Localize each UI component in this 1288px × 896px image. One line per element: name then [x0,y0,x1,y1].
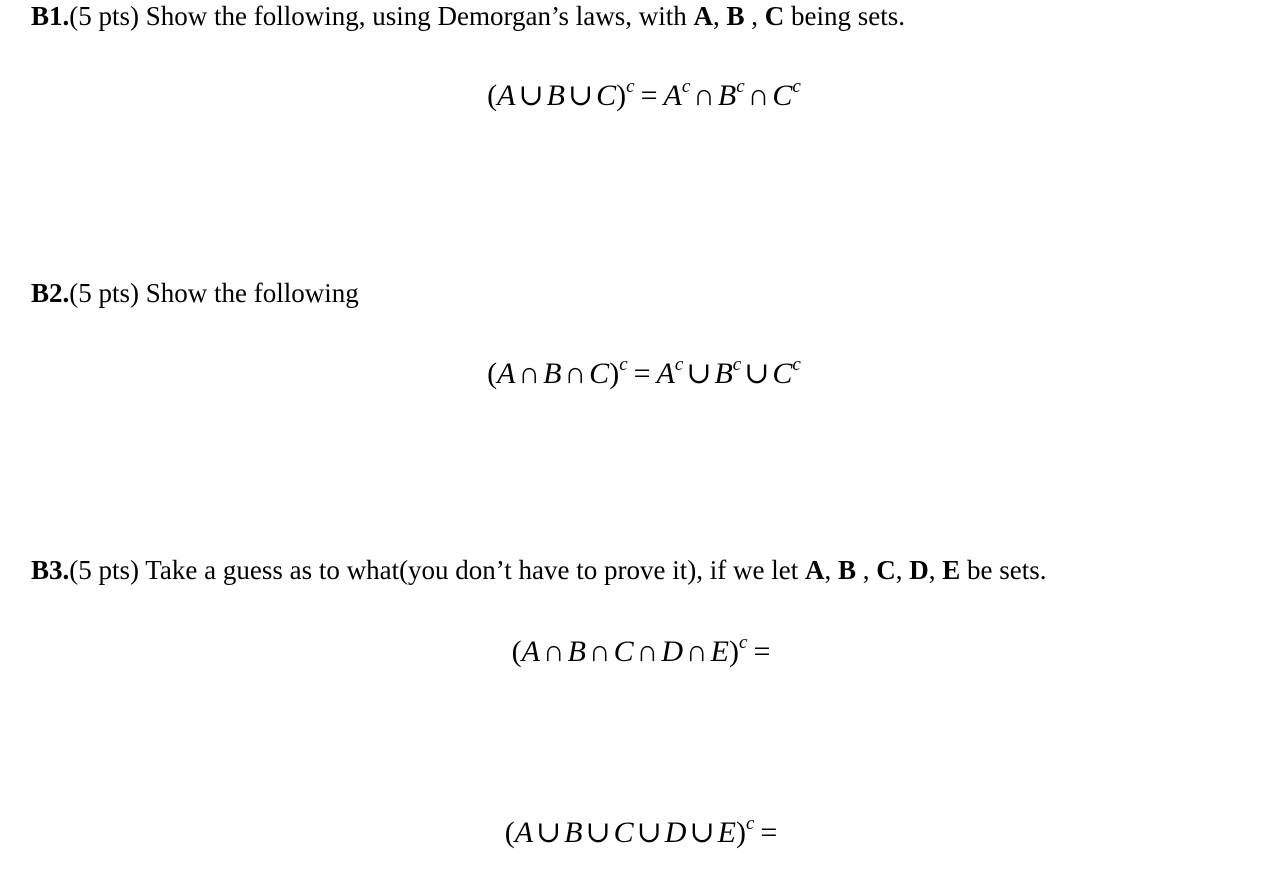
problem-b2-statement [31,277,359,309]
set-name: A [804,555,825,585]
problem-label: B3. [31,555,70,585]
set-name: C [764,1,785,31]
equation-b1 [0,78,1288,114]
equation-b3-intersection [0,634,1288,670]
equation-expression: (A ∩ B ∩ $C)^c = A^c$ ∪ $B^c$ ∪ $C^c$ [487,354,801,390]
equation-expression: (A ∪ B ∪ C ∪ D ∪ E)$^c$ = [504,813,778,849]
problem-text: Show the following, using Demorgan’s laws, with [145,1,687,31]
problem-text-end: be sets. [967,555,1047,585]
problem-points: (5 pts) [69,278,140,308]
problem-b3-statement: B3.(5 pts) Take a guess as to what(you don’t have to prove it), if we let A, B , C, D, E be sets. [31,555,1047,585]
problem-label: B2. [31,278,70,308]
set-name: D [909,555,929,585]
set-name: A [693,1,713,31]
set-name: B [837,555,856,585]
problem-text: Show the following [145,278,359,308]
problem-text-end: being sets. [791,1,906,31]
set-name: C [876,555,896,585]
problem-b1-statement: B1.(5 pts) Show the following, using Demorgan’s laws, with A, B , C being sets. [31,1,906,31]
equation-expression: (A ∩ B ∩ C ∩ D ∩ E)$^c$ = [511,632,771,668]
equation-expression: (A ∪ B ∪ $C)^c = A^c$ ∩ $B^c$ ∩ $C^c$ [487,76,801,112]
equation-b2 [0,356,1288,392]
set-name: B [726,1,745,31]
problem-points: (5 pts) [69,1,140,31]
equation-b3-union [0,815,1288,851]
problem-text: Take a guess as to what(you don’t have to prove it), if we let [145,555,799,585]
problem-label: B1. [31,1,70,31]
set-name: E [942,555,961,585]
problem-points: (5 pts) [69,555,140,585]
